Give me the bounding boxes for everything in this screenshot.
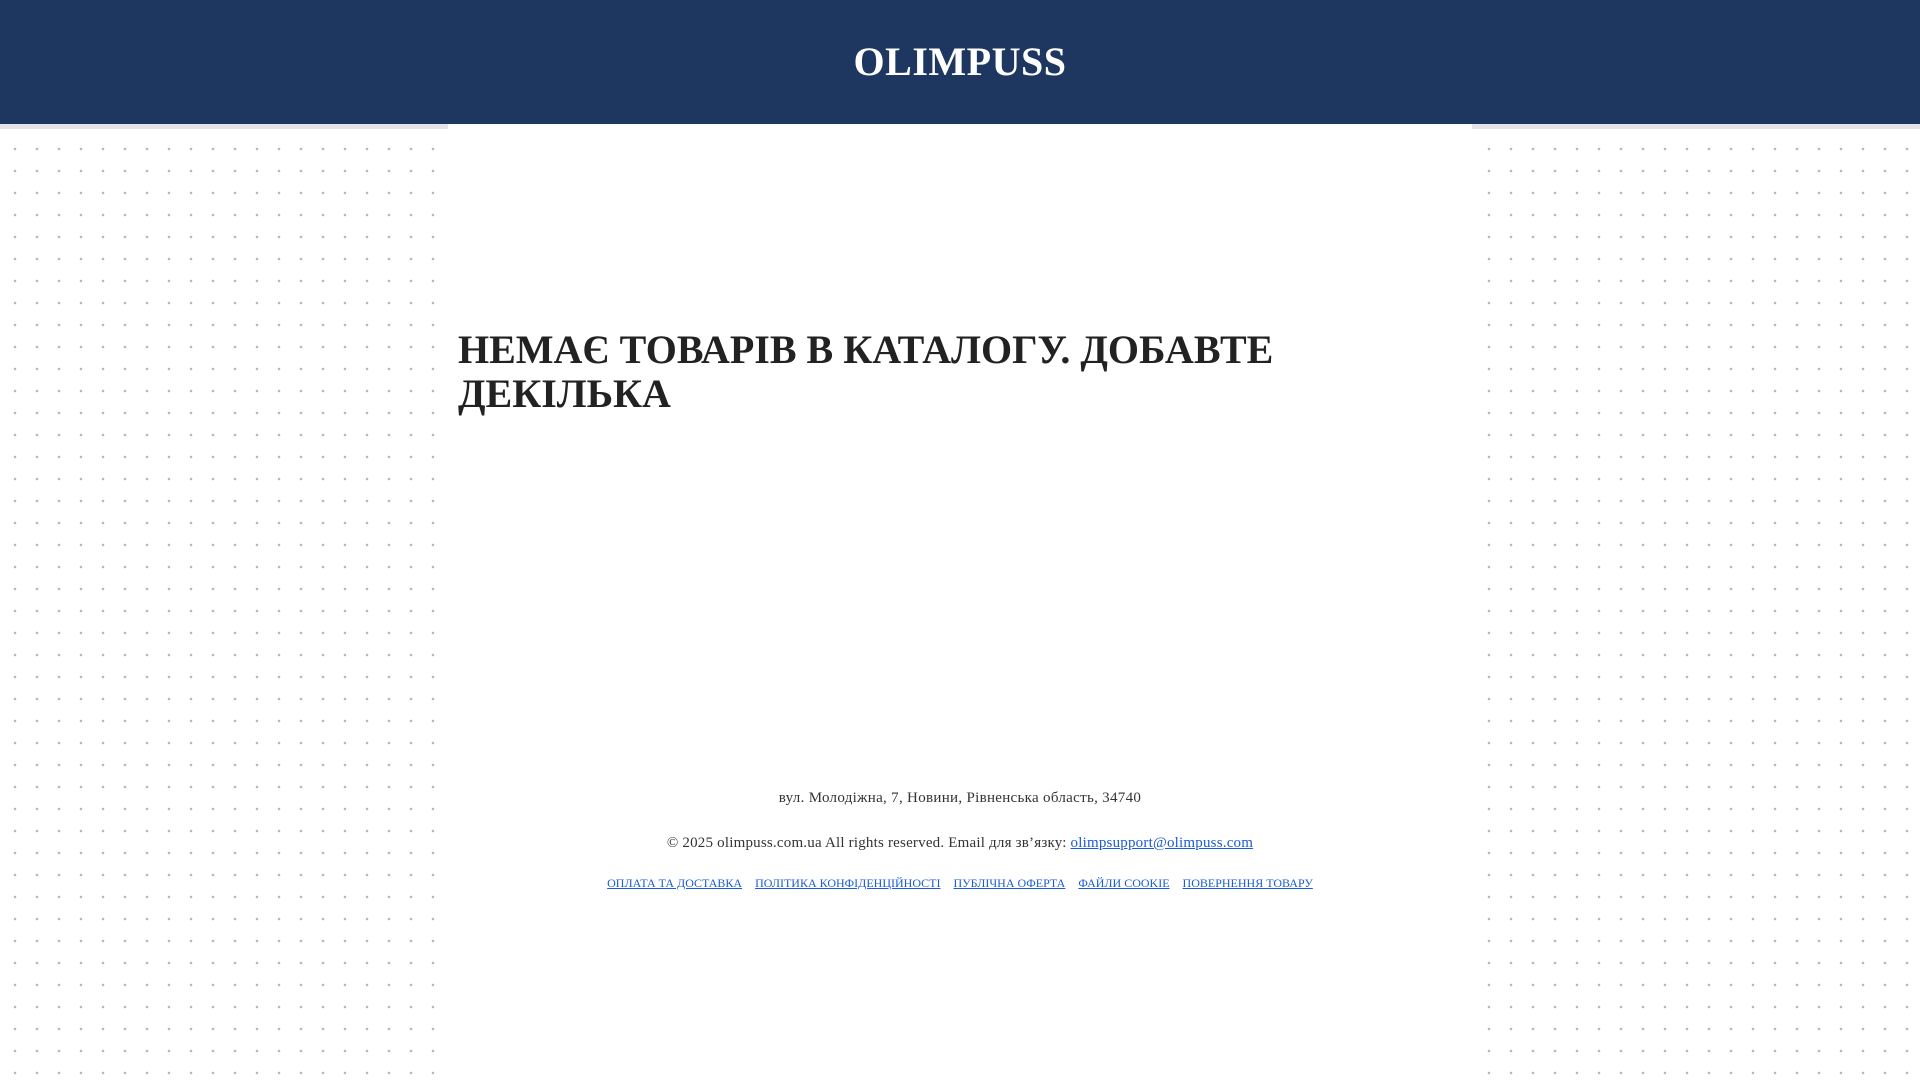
footer-link-returns[interactable]: ПОВЕРНЕННЯ ТОВАРУ	[1182, 876, 1313, 890]
empty-catalog-message: НЕМАЄ ТОВАРІВ В КАТАЛОГУ. ДОБАВТЕ ДЕКІЛЬКА	[458, 327, 1274, 416]
footer-link-public-offer[interactable]: ПУБЛІЧНА ОФЕРТА	[953, 876, 1066, 890]
right-header-shadow	[1472, 124, 1920, 129]
footer-link-cookies[interactable]: ФАЙЛИ COOKIE	[1078, 876, 1170, 890]
main-content	[448, 124, 1472, 1080]
copyright-text: © 2025 olimpuss.com.ua All rights reserved. Email для зв’язку:	[666, 835, 1071, 851]
site-header	[0, 0, 1920, 124]
footer-address: вул. Молодіжна, 7, Новини, Рівненська область, 34740	[778, 790, 1142, 806]
left-header-shadow	[0, 124, 448, 129]
site-logo[interactable]: OLIMPUSS	[853, 38, 1067, 84]
site-footer	[448, 788, 1472, 891]
footer-copyright	[448, 833, 1472, 853]
footer-link-payment-delivery[interactable]: ОПЛАТА ТА ДОСТАВКА	[607, 876, 743, 890]
footer-link-privacy-policy[interactable]: ПОЛІТИКА КОНФІДЕНЦІЙНОСТІ	[755, 876, 941, 890]
footer-links	[448, 875, 1472, 891]
support-email-link[interactable]: olimpsupport@olimpuss.com	[1070, 835, 1254, 851]
